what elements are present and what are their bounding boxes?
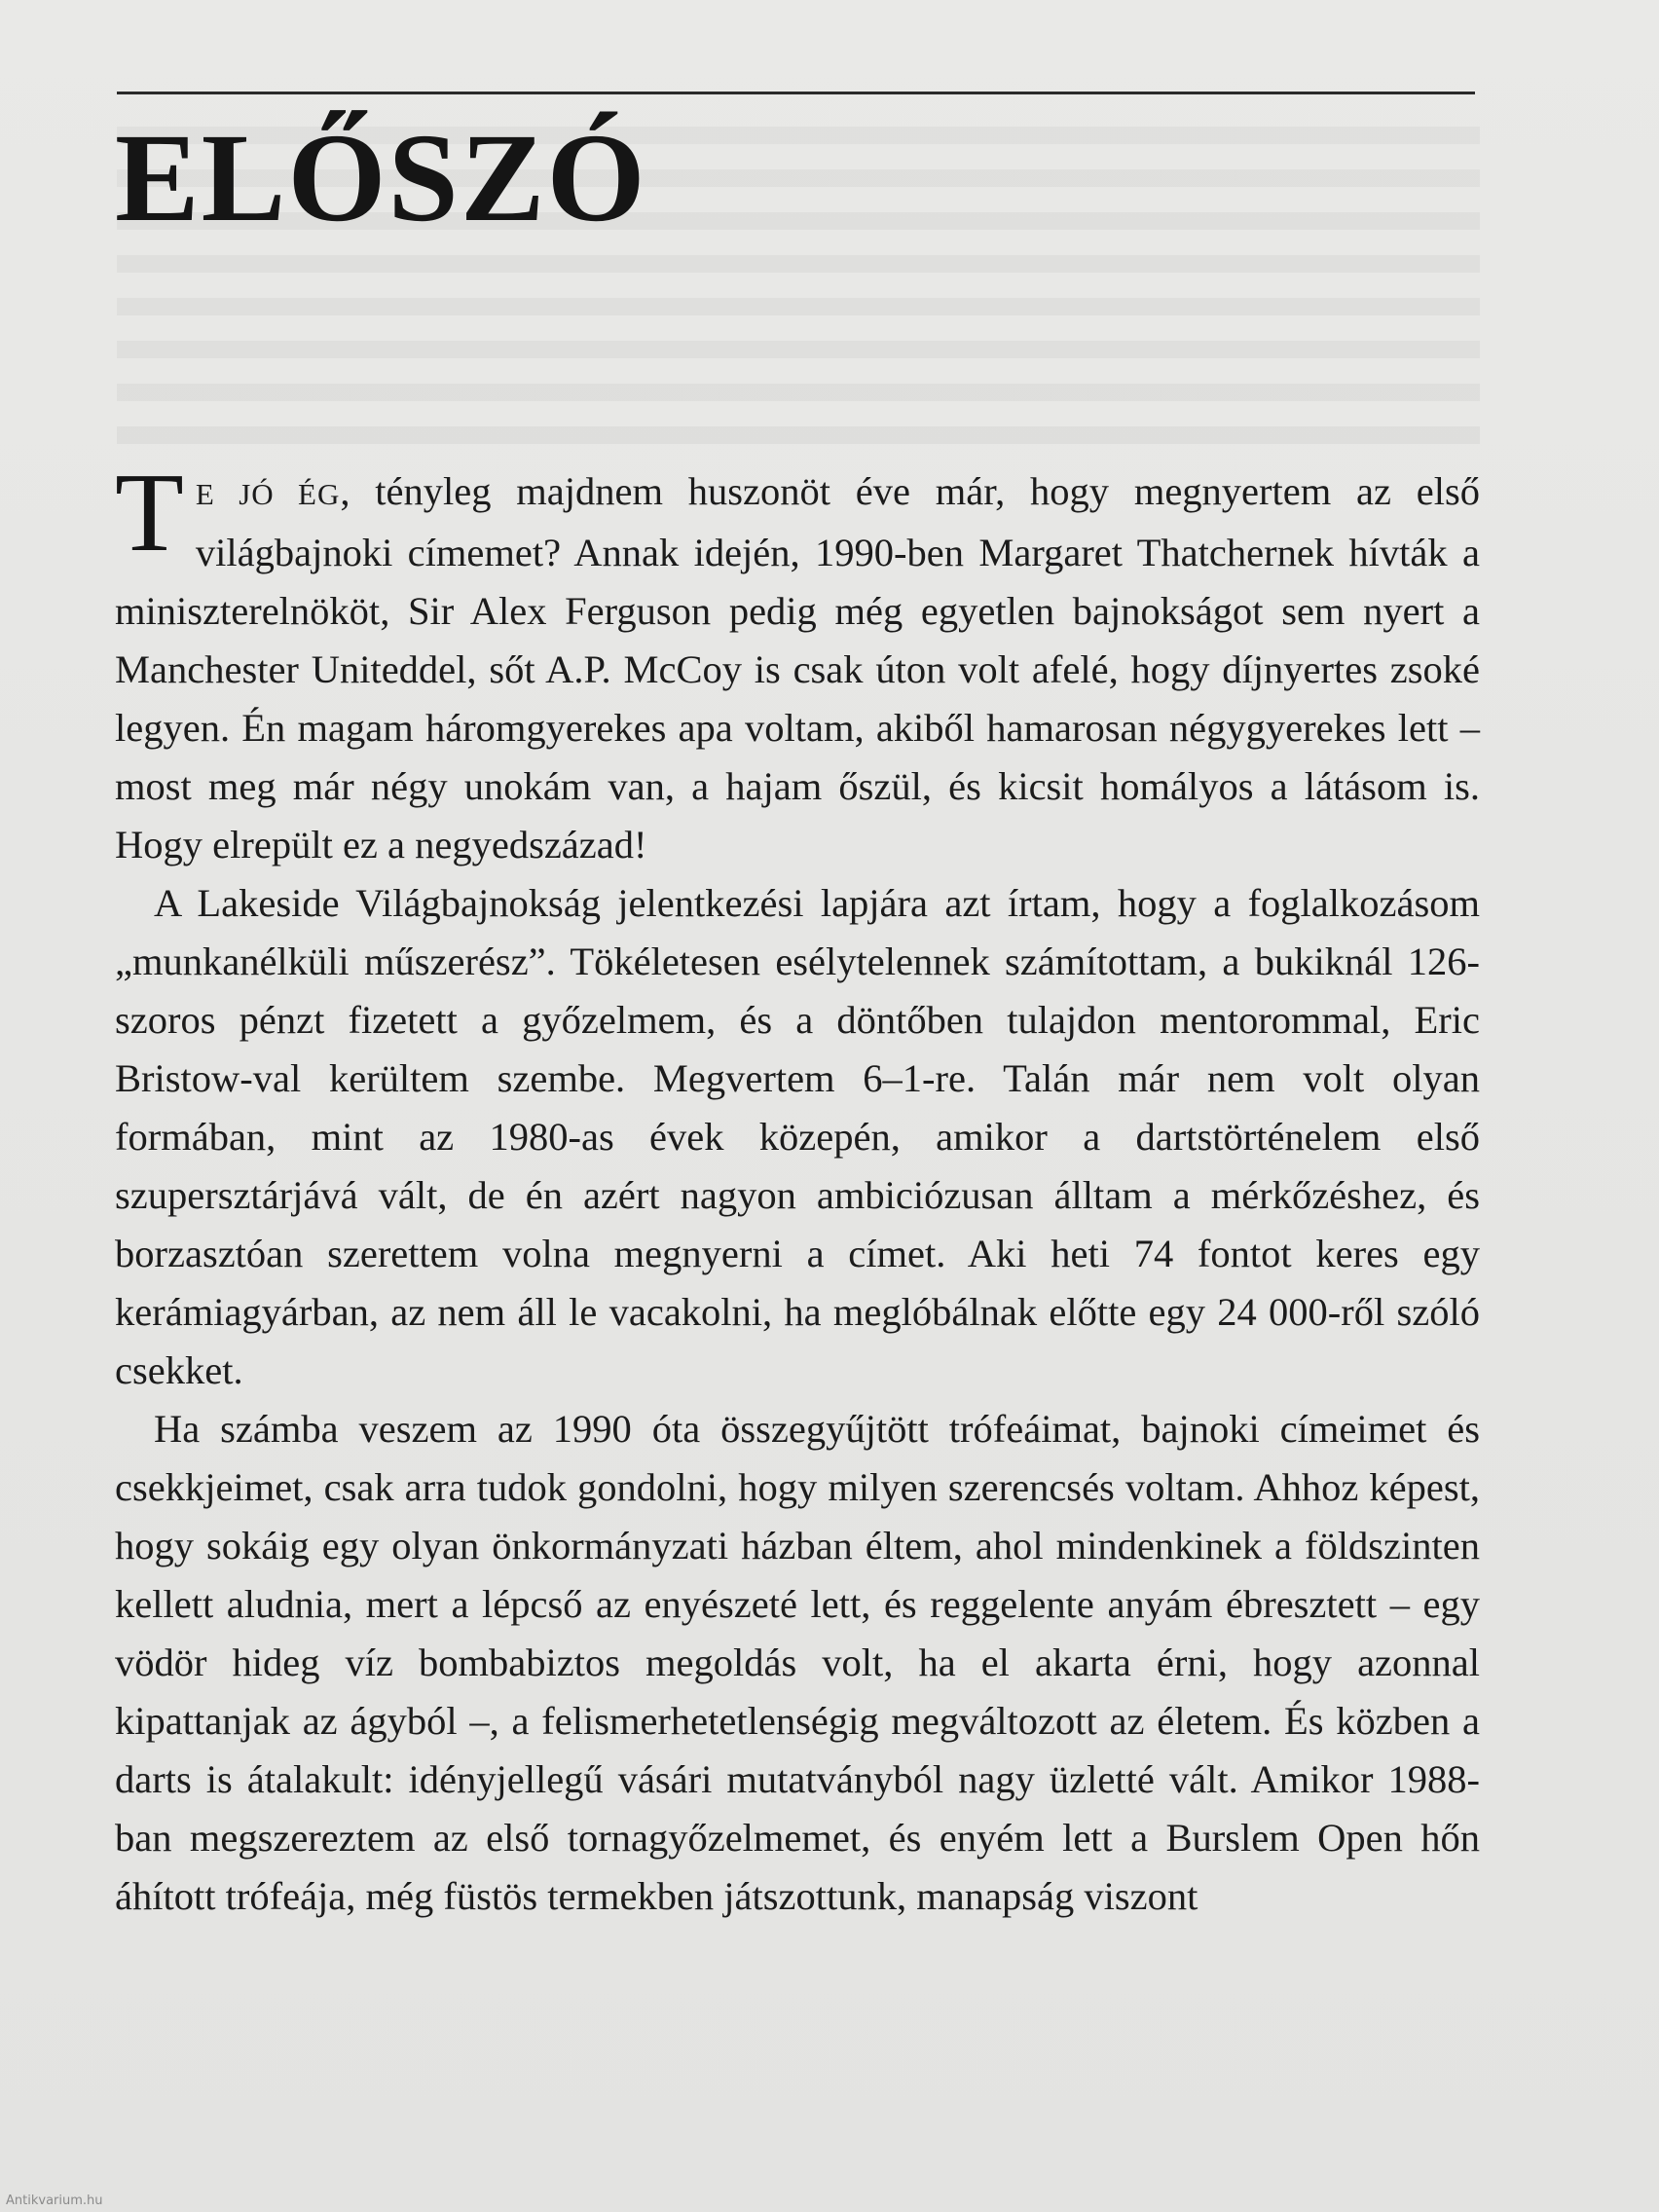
lead-in-smallcaps: E JÓ ÉG <box>195 477 341 511</box>
paragraph-3: Ha számba veszem az 1990 óta összegyűjtött trófeáimat, bajnoki címeimet és csekkjeimet, csak arra tudok gondolni, hogy milyen szerencsés voltam. Ahhoz képest, hogy sokáig egy olyan önkormányzati házban éltem, ahol mindenkinek a földszinten kellett aludnia, mert a lépcső az enyészeté lett, és reggelente anyám ébresztett – egy vödör hideg víz bombabiztos megoldás volt, ha el akarta érni, hogy azonnal kipattanjak az ágyból –, a felismerhetetlenségig megváltozott az életem. És közben a darts is átalakult: idényjellegű vásári mutatványból nagy üzletté vált. Amikor 1988-ban megszereztem az első tornagyőzelmemet, és enyém lett a Burslem Open hőn áhított trófeája, még füstös termekben játszottunk, manapság viszont <box>115 1407 1480 1918</box>
body-text <box>115 451 1480 1926</box>
paragraph-2: A Lakeside Világbajnokság jelentkezési lapjára azt írtam, hogy a foglalkozásom „munkanélküli műszerész”. Tökéletesen esélytelennek számítottam, a bukiknál 126-szoros pénzt fizetett a győzelmem, és a döntőben tulajdon mentorommal, Eric Bristow-val kerültem szembe. Megvertem 6–1-re. Talán már nem volt olyan formában, mint az 1980-as évek közepén, amikor a dartstörténelem első szupersztárjává vált, de én azért nagyon ambiciózusan álltam a mérkőzéshez, és borzasztóan szerettem volna megnyerni a címet. Aki heti 74 fontot keres egy kerámiagyárban, az nem áll le vacakolni, ha meglóbálnak előtte egy 24 000-ről szóló csekket. <box>115 881 1480 1392</box>
top-rule <box>117 92 1475 94</box>
paragraph-1-text: , tényleg majdnem huszonöt éve már, hogy megnyertem az első világbajnoki címemet? Annak idején, 1990-ben Margaret Thatchernek hívták a miniszterelnököt, Sir Alex Ferguson pedig még egyetlen bajnokságot sem nyert a Manchester Uniteddel, sőt A.P. McCoy is csak úton volt afelé, hogy díjnyertes zsoké legyen. Én magam háromgyerekes apa voltam, akiből hamarosan négygyerekes lett – most meg már négy unokám van, a hajam őszül, és kicsit homályos a látásom is. Hogy elrepült ez a negyedszázad! <box>115 469 1480 866</box>
watermark: Antikvarium.hu <box>6 2194 103 2208</box>
drop-cap: T <box>115 451 184 575</box>
paragraph-1 <box>115 451 1480 874</box>
chapter-title: ELŐSZÓ <box>115 108 647 248</box>
